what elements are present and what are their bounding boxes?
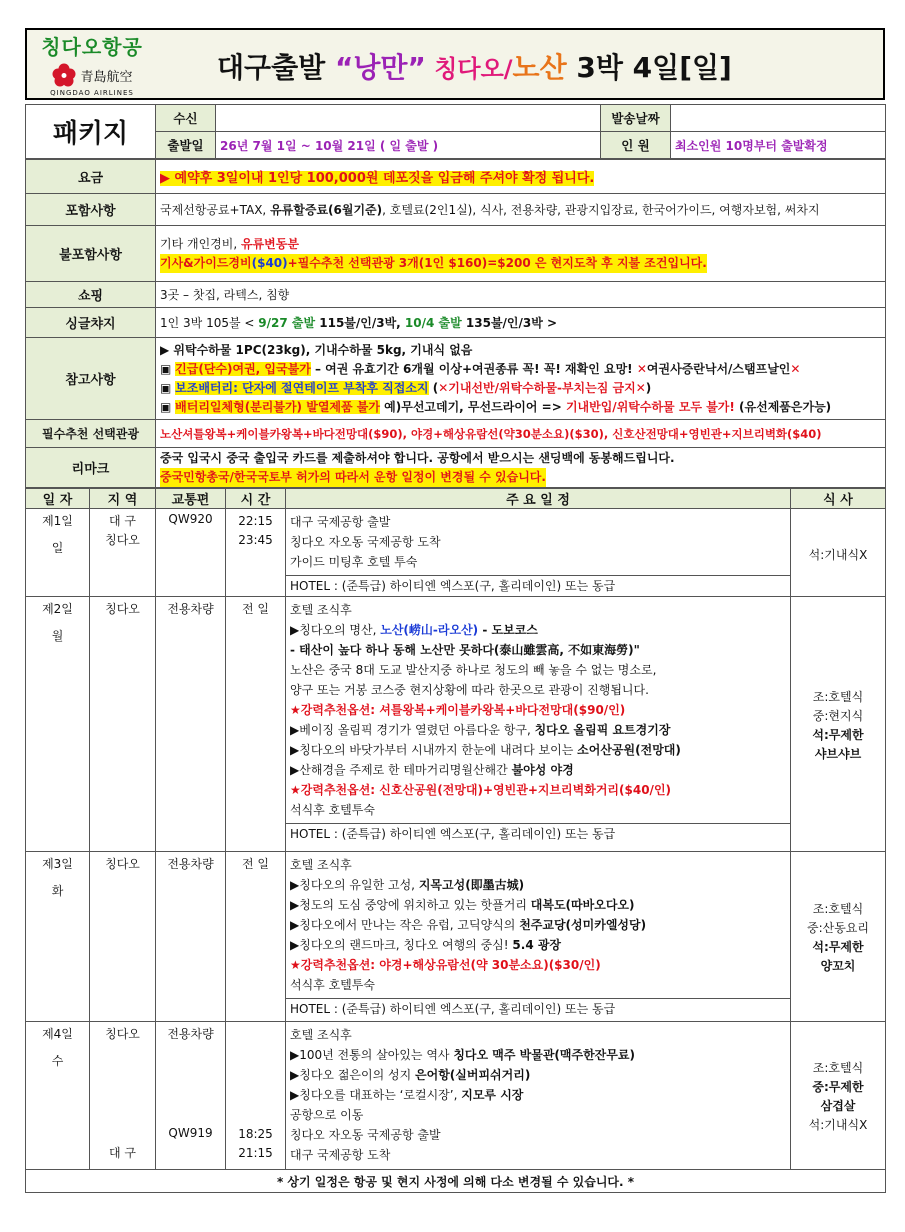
text-segment: 호텔 조식후 <box>290 1028 352 1042</box>
text-segment: 석:기내식X <box>791 509 886 597</box>
text-segment: 18:25 <box>238 1127 273 1141</box>
text-segment: 노산(崂山-라오산) <box>380 623 479 637</box>
airline-name-en: QINGDAO AIRLINES <box>50 89 134 97</box>
table-cell <box>286 1022 791 1170</box>
text-segment: ▶칭다오의 바닷가부터 시내까지 한눈에 내려다 보이는 <box>290 743 578 757</box>
table-cell <box>226 1022 286 1170</box>
text-segment: 중:무제한 <box>812 1080 864 1094</box>
text-segment: 천주교당(성미카엘성당) <box>519 918 647 932</box>
text-segment: 전용차량 <box>167 1027 214 1041</box>
text-segment: QW920 <box>156 509 226 597</box>
text-segment: 대 구 <box>109 1146 136 1160</box>
text-segment: 칭다오 자오동 국제공항 도착 <box>290 535 441 549</box>
text-line <box>290 1045 786 1065</box>
text-segment: 22:15 <box>238 514 273 528</box>
table-cell <box>226 509 286 597</box>
text-segment: 호텔 조식후 <box>290 603 352 617</box>
text-segment: ★강력추천옵션: 셔틀왕복+케이블카왕복+바다전망대($90/인) <box>290 703 626 717</box>
text-segment: 중:현지식 <box>812 708 864 723</box>
text-segment: 전용차량 <box>156 597 226 852</box>
text-segment: 은어항(실버피쉬거리) <box>415 1068 531 1082</box>
text-segment: 제1일 <box>42 514 73 528</box>
text-segment: 전 일 <box>226 852 286 1022</box>
table-cell <box>791 852 886 1022</box>
text-segment: 석:무제한 <box>812 940 864 954</box>
footer-note: * 상기 일정은 항공 및 현지 사정에 의해 다소 변경될 수 있습니다. * <box>26 1170 886 1193</box>
text-segment: ★강력추천옵션: 야경+해상유람선(약 30분소요)($30/인) <box>290 958 601 972</box>
table-cell <box>26 597 90 852</box>
table-cell <box>791 1022 886 1170</box>
text-segment: 기내반입/위탁수하물 모두 불가! <box>565 399 735 414</box>
text-segment: 공항으로 이동 <box>290 1108 364 1122</box>
text-segment: 유류할증료(6월기준) <box>270 203 383 217</box>
text-segment: 기타 개인경비, <box>160 236 241 251</box>
include-value <box>156 194 886 226</box>
text-segment: 석식후 호텔투숙 <box>290 803 375 817</box>
text-line <box>290 620 786 640</box>
text-segment: ▣ <box>160 361 176 376</box>
departure-value: 26년 7월 1일 ~ 10월 21일 ( 일 출발 ) <box>216 132 601 159</box>
text-segment: 석:무제한 <box>812 727 864 742</box>
title-part-c: 칭다오/ <box>425 55 513 83</box>
col-region: 지 역 <box>90 489 156 509</box>
text-segment: 국제선항공료+TAX, <box>160 203 271 217</box>
col-meal: 식 사 <box>791 489 886 509</box>
text-line <box>290 935 786 955</box>
text-segment: ) <box>645 380 652 395</box>
text-segment: - 도보코스 <box>478 623 538 637</box>
table-cell <box>286 852 791 1022</box>
send-date-label: 발송날짜 <box>601 105 671 132</box>
text-segment: ▶칭다오 젊은이의 성지 <box>290 1068 416 1082</box>
table-cell <box>26 1022 90 1170</box>
recipient-value <box>216 105 601 132</box>
fee-value <box>156 160 886 194</box>
text-line <box>290 740 786 760</box>
remark-value <box>156 448 886 488</box>
text-segment: 10/4 출발 <box>404 316 462 330</box>
text-segment: 중:산동요리 <box>806 921 869 935</box>
text-segment: ▶베이징 올림픽 경기가 열렸던 아름다운 항구, <box>290 723 535 737</box>
text-segment: 제3일 <box>42 857 73 871</box>
text-segment: 전 일 <box>226 597 286 852</box>
text-segment: 대 구 <box>109 514 136 528</box>
text-segment: ▶칭다오의 랜드마크, 칭다오 여행의 중심! <box>290 938 513 952</box>
text-segment: 예)무선고데기, 무선드라이어 => <box>379 399 566 414</box>
text-segment: ▶산해경을 주제로 한 테마거리명월산해간 <box>290 763 512 777</box>
reference-line-2 <box>160 360 881 379</box>
text-segment: 대구 국제공항 도착 <box>290 1148 391 1162</box>
table-row <box>26 597 886 852</box>
text-line <box>226 1125 285 1163</box>
text-segment: ▣ <box>160 399 176 414</box>
text-segment: 여권사증란낙서/스탬프날인 <box>646 361 791 376</box>
airline-logo <box>27 30 157 98</box>
text-line <box>160 254 707 273</box>
text-segment: 호텔 조식후 <box>290 858 352 872</box>
header <box>25 28 885 100</box>
text-segment: +필수추천 선택관광 3개(1인 $160)=$200 은 현지도착 후 지불 조건입니다. <box>287 255 707 270</box>
text-segment: , 호텔료(2인1실), 식사, 전용차량, 관광지입장료, 한국어가이드, 여행자보험, 써차지 <box>382 203 820 217</box>
text-segment: 불야성 야경 <box>511 763 574 777</box>
text-segment: 석:기내식X <box>808 1118 868 1132</box>
table-cell <box>90 509 156 597</box>
text-line <box>290 875 786 895</box>
single-charge-label: 싱글챠지 <box>26 308 156 338</box>
table-cell <box>286 597 791 852</box>
text-segment: – 여권 유효기간 6개월 이상+여권종류 꼭! 꼭! 재확인 요망! <box>310 361 637 376</box>
text-segment: 지모루 시장 <box>461 1088 524 1102</box>
include-label: 포함사항 <box>26 194 156 226</box>
text-segment: 보조배터리: 단자에 절연테이프 부착후 직접소지 <box>175 380 429 395</box>
cross-icon: ✕ <box>790 361 801 376</box>
text-segment: 배터리일체형(분리불가) 발열제품 불가 <box>175 399 380 414</box>
text-segment: 중국민항총국/한국국토부 허가의 따라서 운항 일정이 변경될 수 있습니다. <box>160 468 546 487</box>
text-segment: 135불/인/3박 > <box>461 316 558 330</box>
hotel-info: HOTEL : (준특급) 하이티엔 엑스포(구, 홀리데이인) 또는 동급 <box>286 823 790 844</box>
reference-label: 참고사항 <box>26 338 156 420</box>
cross-icon: ✕ <box>635 380 646 395</box>
col-transport: 교통편 <box>156 489 226 509</box>
table-cell <box>90 1022 156 1170</box>
text-segment: 노산은 중국 8대 도교 발산지중 하나로 청도의 빼 놓을 수 없는 명소로, <box>290 663 657 677</box>
itinerary-table <box>25 488 886 1193</box>
text-segment: 조:호텔식 <box>812 689 864 704</box>
text-segment: 대구 국제공항 출발 <box>290 515 391 529</box>
people-label: 인 원 <box>601 132 671 159</box>
text-segment: 대복도(따바오다오) <box>530 898 635 912</box>
text-segment: 제2일 <box>42 602 73 616</box>
title-part-b: “낭만” <box>334 51 426 84</box>
shopping-value: 3곳 – 찻집, 라텍스, 침향 <box>156 282 886 308</box>
remark-label: 리마크 <box>26 448 156 488</box>
airline-name-cn: 青島航空 <box>80 69 133 85</box>
text-segment: ($40) <box>251 255 288 270</box>
text-segment: 기내선반/위탁수하물-부치는짐 금지 <box>448 380 636 395</box>
text-segment: 조:호텔식 <box>812 902 864 916</box>
text-segment: 지목고성(即墨古城) <box>418 878 525 892</box>
text-segment: ▶칭다오를 대표하는 ‘로컬시장’, <box>290 1088 462 1102</box>
text-line <box>290 915 786 935</box>
itinerary-sheet <box>25 28 885 1193</box>
text-segment: 유류변동분 <box>241 236 299 251</box>
package-label: 패키지 <box>26 105 156 159</box>
table-cell <box>791 597 886 852</box>
departure-label: 출발일 <box>156 132 216 159</box>
text-segment: 소어산공원(전망대) <box>577 743 681 757</box>
send-date-value <box>671 105 886 132</box>
table-row <box>26 509 886 597</box>
text-segment: ★강력추천옵션: 신호산공원(전망대)+영빈관+지브리벽화거리($40/인) <box>290 783 672 797</box>
text-segment: 양꼬치 <box>820 959 856 973</box>
cross-icon: ✕ <box>438 380 449 395</box>
text-segment: ▶100년 전통의 살아있는 역사 <box>290 1048 454 1062</box>
cross-icon: ✕ <box>636 361 647 376</box>
reference-value <box>156 338 886 420</box>
reference-line-4 <box>160 398 881 417</box>
table-row <box>26 1022 886 1170</box>
text-segment: 칭다오 올림픽 요트경기장 <box>534 723 671 737</box>
text-segment: 샤브샤브 <box>814 746 862 761</box>
table-cell <box>286 509 791 597</box>
text-segment: ▣ <box>160 380 176 395</box>
text-segment: 수 <box>51 1054 64 1068</box>
text-segment: 전용차량 <box>156 852 226 1022</box>
text-segment: 칭다오 <box>90 597 156 852</box>
col-day: 일 자 <box>26 489 90 509</box>
text-line <box>160 235 881 254</box>
text-segment: 석식후 호텔투숙 <box>290 978 375 992</box>
text-segment: ▶청도의 도심 중앙에 위치하고 있는 핫플거리 <box>290 898 531 912</box>
text-segment: QW919 <box>168 1126 213 1140</box>
recipient-label: 수신 <box>156 105 216 132</box>
airline-flower-logo-icon <box>51 62 77 88</box>
text-segment: 5.4 광장 <box>512 938 562 952</box>
title-part-e: 3박 4일[일] <box>566 51 732 84</box>
text-line <box>290 1065 786 1085</box>
hotel-info: HOTEL : (준특급) 하이티엔 엑스포(구, 홀리데이인) 또는 동급 <box>286 998 790 1019</box>
text-segment: 삼겹살 <box>820 1099 856 1113</box>
table-cell <box>26 509 90 597</box>
text-line <box>290 895 786 915</box>
fee-label: 요금 <box>26 160 156 194</box>
page-title <box>217 46 732 86</box>
hotel-info: HOTEL : (준특급) 하이티엔 엑스포(구, 홀리데이인) 또는 동급 <box>286 575 790 596</box>
text-segment: 기사&가이드경비 <box>160 255 252 270</box>
text-line <box>290 760 786 780</box>
text-segment: 칭다오 <box>90 852 156 1022</box>
text-segment: 칭다오 <box>105 533 140 547</box>
text-segment: 가이드 미팅후 호텔 투숙 <box>290 555 418 569</box>
info-table <box>25 159 886 488</box>
col-time: 시 간 <box>226 489 286 509</box>
optional-tour-label: 필수추천 선택관광 <box>26 420 156 448</box>
airline-name-ko: 칭다오항공 <box>41 35 143 59</box>
text-segment: ▶ 예약후 3일이내 1인당 100,000원 데포짓을 입금해 주셔야 확정 됩니다. <box>160 171 595 186</box>
text-segment: 양구 또는 거봉 코스중 현지상황에 따라 한곳으로 관광이 진행됩니다. <box>290 683 649 697</box>
text-segment: 21:15 <box>238 1146 273 1160</box>
text-line <box>290 720 786 740</box>
text-segment: ▶칭다오의 명산, <box>290 623 381 637</box>
optional-tour-value: 노산셔틀왕복+케이블카왕복+바다전망대($90), 야경+해상유람선(약30분소요)($30), 신호산전망대+영빈관+지브리벽화($40) <box>156 420 886 448</box>
exclude-value <box>156 226 886 282</box>
text-segment: ▶칭다오의 유일한 고성, <box>290 878 419 892</box>
reference-line-3 <box>160 379 881 398</box>
text-line <box>51 62 132 88</box>
text-segment: ( <box>428 380 439 395</box>
text-segment: 9/27 출발 <box>258 316 316 330</box>
table-cell <box>156 1022 226 1170</box>
title-part-d: 노산 <box>512 51 567 84</box>
text-segment: 1인 3박 105불 < <box>160 316 259 330</box>
table-row <box>26 852 886 1022</box>
text-segment: - 태산이 높다 하나 동해 노산만 못하다(泰山雖雲高, 不如東海勞)" <box>290 643 640 657</box>
text-segment: 칭다오 자오동 국제공항 출발 <box>290 1128 441 1142</box>
text-line <box>290 1085 786 1105</box>
text-segment: 화 <box>51 884 64 898</box>
single-charge-value <box>156 308 886 338</box>
text-segment: 23:45 <box>238 533 273 547</box>
summary-table <box>25 104 886 159</box>
text-segment: 일 <box>51 541 64 555</box>
exclude-label: 불포함사항 <box>26 226 156 282</box>
people-value: 최소인원 10명부터 출발확정 <box>671 132 886 159</box>
text-segment: 긴급(단수)여권, 입국불가 <box>175 361 311 376</box>
text-segment: ▶칭다오에서 만나는 작은 유럽, 고딕양식의 <box>290 918 520 932</box>
text-segment: 월 <box>51 629 64 643</box>
text-segment: 칭다오 <box>105 1027 140 1041</box>
reference-line-1: ▶ 위탁수하물 1PC(23kg), 기내수하물 5kg, 기내식 없음 <box>160 342 473 357</box>
table-cell <box>26 852 90 1022</box>
shopping-label: 쇼핑 <box>26 282 156 308</box>
text-segment: (유선제품은가능) <box>734 399 832 414</box>
text-segment: 제4일 <box>42 1027 73 1041</box>
title-part-a: 대구출발 <box>217 51 335 84</box>
text-segment: 칭다오 맥주 박물관(맥주한잔무료) <box>453 1048 635 1062</box>
text-segment: 조:호텔식 <box>812 1061 864 1075</box>
text-segment: 115불/인/3박, <box>315 316 405 330</box>
text-segment: 중국 입국시 중국 출입국 카드를 제출하셔야 합니다. 공항에서 받으시는 샌딩백에 동봉해드립니다. <box>160 450 675 465</box>
col-plan: 주 요 일 정 <box>286 489 791 509</box>
